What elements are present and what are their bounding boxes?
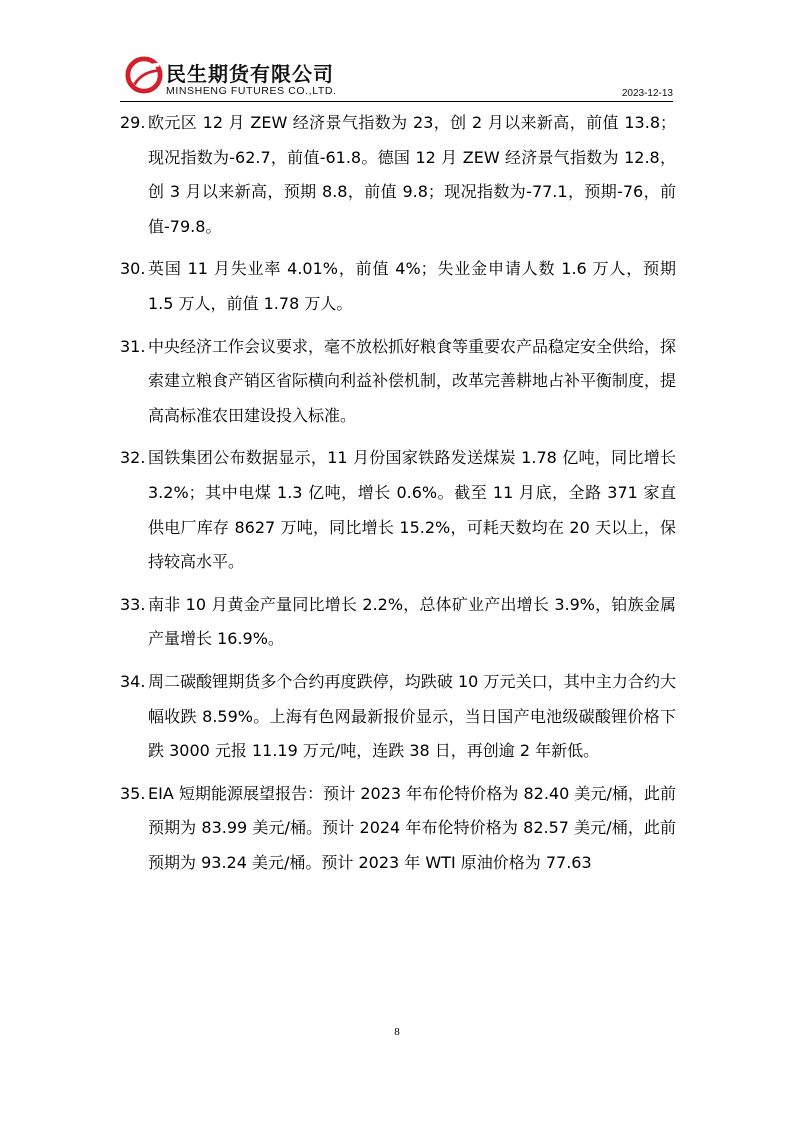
item-number: 31. [120,336,146,356]
news-item [120,441,676,579]
item-text: 欧元区 12 月 ZEW 经济景气指数为 23，创 2 月以来新高，前值 13.8；现况指数为-62.7，前值-61.8。德国 12 月 ZEW 经济景气指数为 12.8，创 3 月以来新高，预期 8.8，前值 9.8；现况指数为-77.1，预期-76，前值-79.8。 [148,113,676,236]
news-item [120,665,676,769]
item-number: 35. [120,783,146,803]
page-header [120,52,673,102]
minsheng-logo-icon [125,56,163,94]
company-name-cn: 民生期货有限公司 [166,62,334,86]
page-number: 8 [394,1026,400,1038]
company-name-en: MINSHENG FUTURES CO.,LTD. [166,85,337,97]
item-text: 中央经济工作会议要求，毫不放松抓好粮食等重要农产品稳定安全供给，探索建立粮食产销区省际横向利益补偿机制，改革完善耕地占补平衡制度，提高高标准农田建设投入标准。 [148,336,677,425]
item-number: 32. [120,448,146,468]
item-number: 33. [120,594,146,614]
news-item [120,330,676,434]
item-text: 英国 11 月失业率 4.01%，前值 4%；失业金申请人数 1.6 万人，预期 1.5 万人，前值 1.78 万人。 [148,259,676,313]
news-item [120,252,676,321]
item-text: 南非 10 月黄金产量同比增长 2.2%，总体矿业产出增长 3.9%，铂族金属产量增长 16.9%。 [148,594,676,649]
item-text: 国铁集团公布数据显示，11 月份国家铁路发送煤炭 1.78 亿吨，同比增长 3.2%；其中电煤 1.3 亿吨，增长 0.6%。截至 11 月底，全路 371 家直供电厂库存 8627 万吨，同比增长 15.2%，可耗天数均在 20 天以上，保持较高水平。 [148,448,676,572]
header-divider [120,101,673,102]
news-item [120,588,676,657]
news-item [120,106,676,244]
news-item [120,777,676,881]
item-number: 34. [120,671,146,691]
item-text: EIA 短期能源展望报告：预计 2023 年布伦特价格为 82.40 美元/桶，此前预期为 83.99 美元/桶。预计 2024 年布伦特价格为 82.57 美元/桶，此前预期为 93.24 美元/桶。预计 2023 年 WTI 原油价格为 77.63 [148,783,676,872]
item-number: 30. [120,259,146,279]
item-number: 29. [120,113,146,132]
news-list [120,106,676,888]
report-date: 2023-12-13 [621,88,673,99]
item-text: 周二碳酸锂期货多个合约再度跌停，均跌破 10 万元关口，其中主力合约大幅收跌 8.59%。上海有色网最新报价显示，当日国产电池级碳酸锂价格下跌 3000 元报 11.19 万元/吨，连跌 38 日，再创逾 2 年新低。 [148,671,676,761]
